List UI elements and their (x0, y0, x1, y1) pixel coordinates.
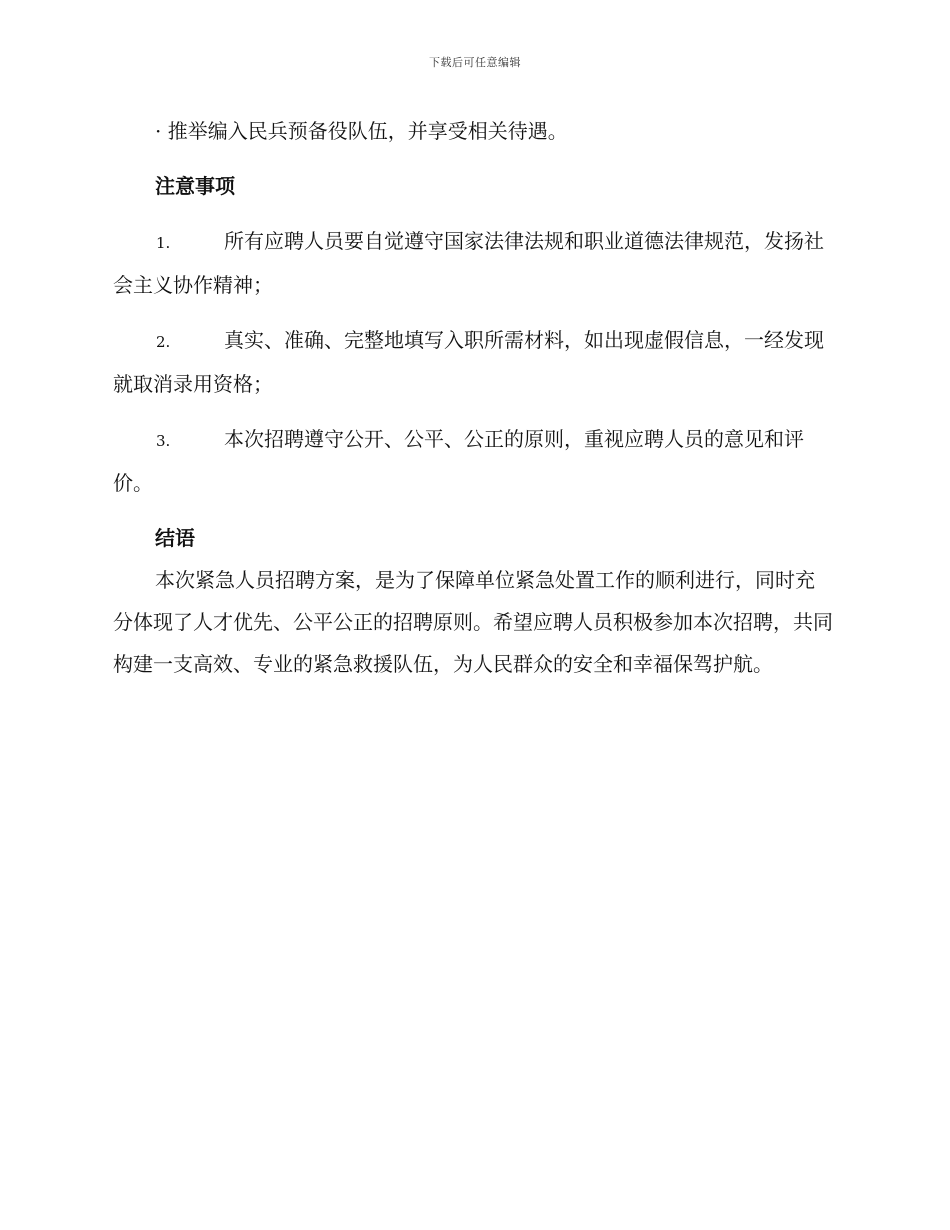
notes-item-3 (113, 418, 833, 504)
notes-item-text: 本次招聘遵守公开、公平、公正的原则，重视应聘人员的意见和评价。 (113, 427, 804, 495)
notes-item-1 (113, 220, 833, 306)
notes-item-text: 所有应聘人员要自觉遵守国家法律法规和职业道德法律规范，发扬社会主义协作精神； (113, 229, 824, 297)
notes-item-number: 2. (156, 333, 171, 351)
conclusion-heading: 结语 (155, 526, 195, 550)
notes-heading: 注意事项 (155, 174, 235, 198)
notes-item-number: 3. (156, 432, 171, 450)
document-body (113, 110, 833, 685)
page-header: 下载后可任意编辑 (429, 56, 521, 69)
conclusion-paragraph: 本次紧急人员招聘方案，是为了保障单位紧急处置工作的顺利进行，同时充分体现了人才优先、公平公正的招聘原则。希望应聘人员积极参加本次招聘，共同构建一支高效、专业的紧急救援队伍，为人民群众的安全和幸福保驾护航。 (113, 568, 833, 676)
notes-item-text: 真实、准确、完整地填写入职所需材料，如出现虚假信息，一经发现就取消录用资格； (113, 328, 824, 396)
notes-item-2 (113, 319, 833, 405)
notes-item-number: 1. (156, 234, 171, 252)
bullet-paragraph: · 推举编入民兵预备役队伍，并享受相关待遇。 (155, 119, 568, 143)
